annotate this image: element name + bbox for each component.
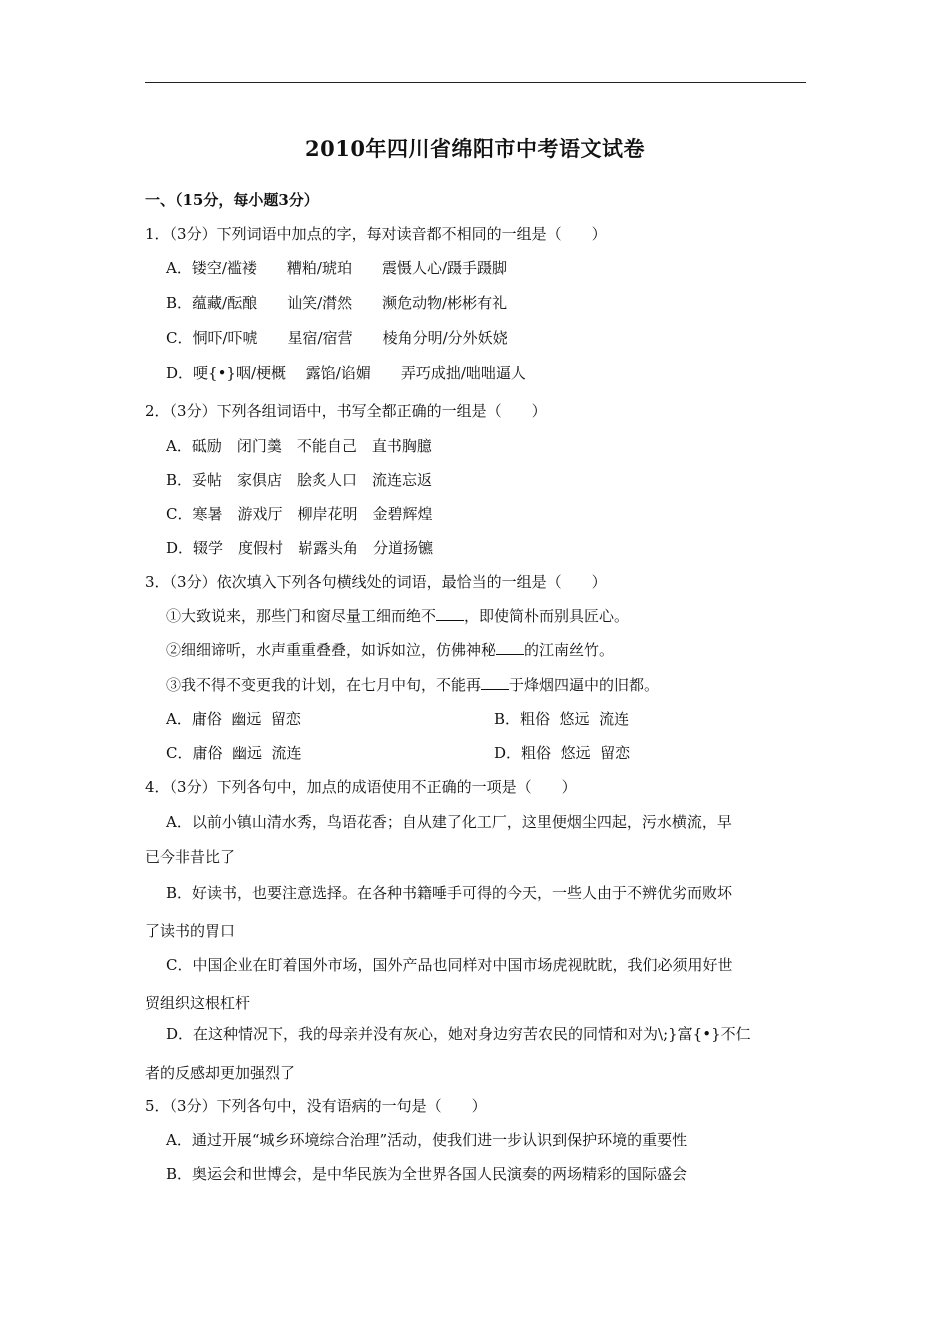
q4-option-b-line1: B．好读书，也要注意选择。在各种书籍唾手可得的今天，一些人由于不辨优劣而败坏 [166, 884, 733, 902]
q4-option-d-line2: 者的反感却更加强烈了 [145, 1064, 296, 1082]
q4-option-d-line1: D．在这种情况下，我的母亲并没有灰心，她对身边穷苦农民的同情和对为\;}富{•}不仁 [166, 1025, 751, 1043]
q4-option-a-line1: A．以前小镇山清水秀，鸟语花香；自从建了化工厂，这里便烟尘四起，污水横流，早 [166, 813, 732, 831]
q2-option-b: B．妥帖 家俱店 脍炙人口 流连忘返 [166, 471, 433, 489]
q1-option-d: D．哽{•}咽/梗概 露馅/谄媚 弄巧成拙/咄咄逼人 [166, 364, 526, 382]
q2-stem: 2．（3分）下列各组词语中，书写全都正确的一组是（ ） [145, 402, 547, 420]
q4-option-c-line1: C．中国企业在盯着国外市场，国外产品也同样对中国市场虎视眈眈，我们必须用好世 [166, 956, 733, 974]
q2-option-a: A．砥励 闭门羹 不能自己 直书胸臆 [166, 437, 432, 455]
q1-option-c: C．恫吓/吓唬 星宿/宿营 棱角分明/分外妖娆 [166, 329, 508, 347]
q3-option-d: D．粗俗 悠远 留恋 [494, 744, 631, 762]
q3-sentence-1-end: ，即使简朴而别具匠心。 [464, 607, 630, 625]
q5-stem: 5．（3分）下列各句中，没有语病的一句是（ ） [145, 1097, 487, 1115]
q5-option-b: B．奥运会和世博会，是中华民族为全世界各国人民演奏的两场精彩的国际盛会 [166, 1165, 688, 1183]
q4-option-c-line2: 贸组织这根杠杆 [145, 994, 251, 1012]
q3-sentence-2-end: 的江南丝竹。 [524, 641, 615, 659]
q1-option-b: B．蕴藏/酝酿 讪笑/潸然 濒危动物/彬彬有礼 [166, 294, 508, 312]
q3-sentence-1 [166, 606, 629, 626]
q1-option-a: A．镂空/褴褛 糟粕/琥珀 震慑人心/蹑手蹑脚 [166, 259, 507, 277]
q3-sentence-1-start: ①大致说来，那些门和窗尽量工细而绝不 [166, 607, 437, 625]
q3-sentence-3 [166, 675, 659, 695]
q3-sentence-3-end: 于烽烟四逼中的旧都。 [509, 676, 660, 694]
q3-option-b: B．粗俗 悠远 流连 [494, 710, 630, 728]
blank-line [496, 640, 524, 655]
q4-stem: 4．（3分）下列各句中，加点的成语使用不正确的一项是（ ） [145, 778, 577, 796]
q1-stem: 1．（3分）下列词语中加点的字，每对读音都不相同的一组是（ ） [145, 225, 607, 243]
q3-stem: 3．（3分）依次填入下列各句横线处的词语，最恰当的一组是（ ） [145, 573, 607, 591]
q3-option-a: A．庸俗 幽远 留恋 [166, 710, 301, 728]
q5-option-a: A．通过开展“城乡环境综合治理”活动，使我们进一步认识到保护环境的重要性 [166, 1131, 688, 1149]
page-title: 2010年四川省绵阳市中考语文试卷 [305, 136, 645, 161]
q3-sentence-2-start: ②细细谛听，水声重重叠叠，如诉如泣，仿佛神秘 [166, 641, 497, 659]
q2-option-d: D．辍学 度假村 崭露头角 分道扬镳 [166, 539, 434, 557]
q3-sentence-2 [166, 640, 614, 660]
q3-option-c: C．庸俗 幽远 流连 [166, 744, 302, 762]
q4-option-b-line2: 了读书的胃口 [145, 922, 236, 940]
section-heading: 一、（15分，每小题3分） [145, 191, 319, 209]
blank-line [436, 606, 464, 621]
q2-option-c: C．寒暑 游戏厅 柳岸花明 金碧辉煌 [166, 505, 433, 523]
q4-option-a-line2: 已今非昔比了 [145, 848, 236, 866]
blank-line [481, 675, 509, 690]
header-rule [145, 82, 806, 83]
q3-sentence-3-start: ③我不得不变更我的计划，在七月中旬，不能再 [166, 676, 482, 694]
